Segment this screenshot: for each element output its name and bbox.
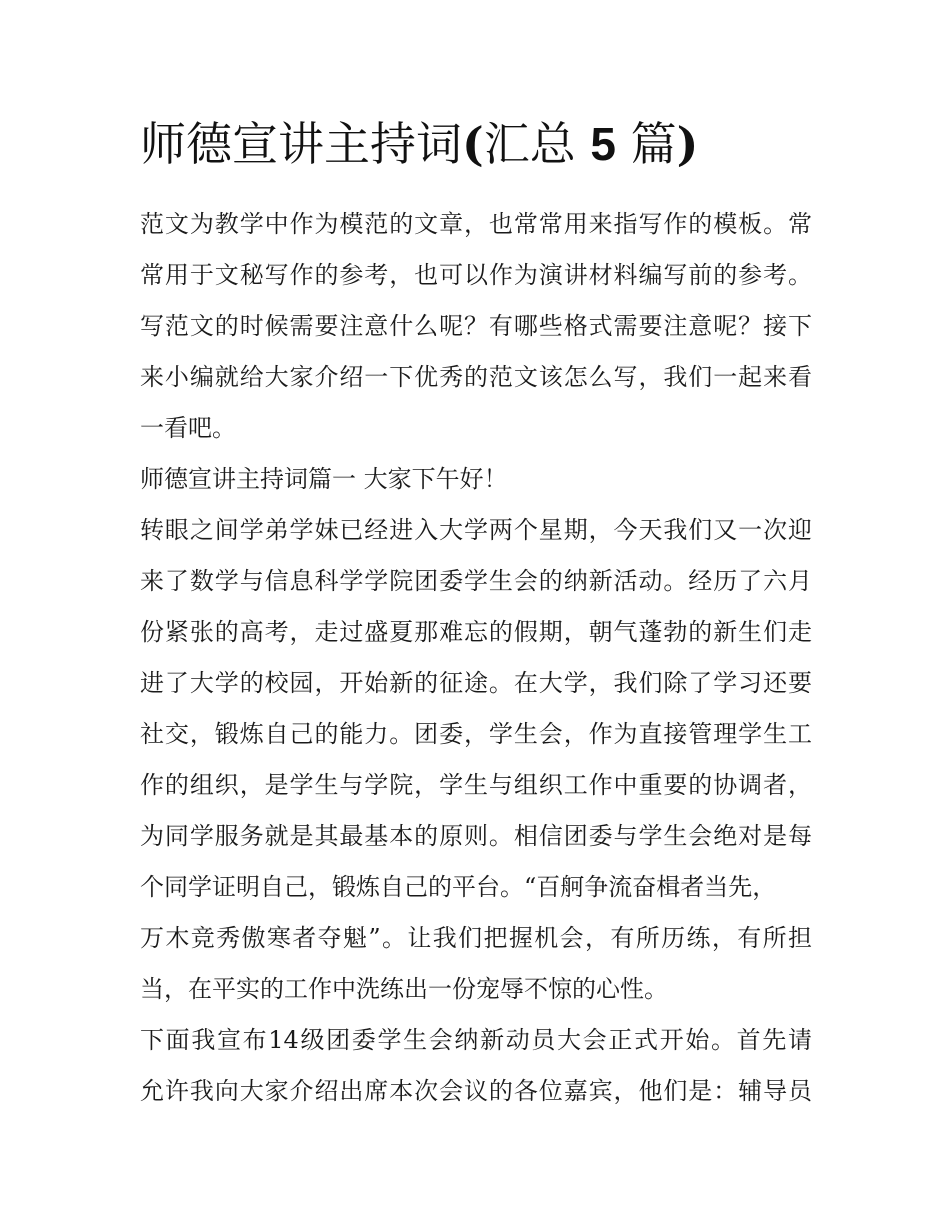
- body-line: 来了数学与信息科学学院团委学生会的纳新活动。经历了六月: [140, 567, 812, 595]
- body-line: 作的组织，是学生与学院，学生与组织工作中重要的协调者，: [140, 771, 812, 799]
- title-mid-text: 汇总: [483, 117, 576, 171]
- body-line: 个同学证明自己，锻炼自己的平台。“百舸争流奋楫者当先，: [140, 873, 777, 901]
- body-line: 下面我宣布14级团委学生会纳新动员大会正式开始。首先请: [140, 1026, 812, 1054]
- body-line: 转眼之间学弟学妹已经进入大学两个星期，今天我们又一次迎: [140, 516, 812, 544]
- body-line: 社交，锻炼自己的能力。团委，学生会，作为直接管理学生工: [140, 720, 812, 748]
- body-line: 为同学服务就是其最基本的原则。相信团委与学生会绝对是每: [140, 822, 812, 850]
- title-close-paren: ): [676, 117, 699, 171]
- body-line: 万木竞秀傲寒者夺魁”。让我们把握机会，有所历练，有所担: [140, 924, 812, 952]
- section-heading-line: 师德宣讲主持词篇一 大家下午好！: [140, 465, 508, 493]
- document-body: [140, 199, 812, 1117]
- body-line: 份紧张的高考，走过盛夏那难忘的假期，朝气蓬勃的新生们走: [140, 618, 812, 646]
- body-line: 常用于文秘写作的参考，也可以作为演讲材料编写前的参考。: [140, 261, 812, 289]
- body-line: 进了大学的校园，开始新的征途。在大学，我们除了学习还要: [140, 669, 812, 697]
- body-line: 来小编就给大家介绍一下优秀的范文该怎么写，我们一起来看: [140, 363, 812, 391]
- body-line: 一看吧。: [140, 414, 236, 442]
- body-line: 写范文的时候需要注意什么呢？有哪些格式需要注意呢？接下: [140, 312, 812, 340]
- title-end-text: 篇: [630, 117, 677, 171]
- body-line: 范文为教学中作为模范的文章，也常常用来指写作的模板。常: [140, 210, 812, 238]
- title-text: 师德宣讲主持词: [140, 117, 462, 171]
- document-title: [140, 112, 840, 176]
- body-line: 允许我向大家介绍出席本次会议的各位嘉宾，他们是：辅导员: [140, 1077, 812, 1105]
- title-open-paren: (: [462, 117, 484, 171]
- title-count: 5: [590, 118, 616, 170]
- body-line: 当，在平实的工作中洗练出一份宠辱不惊的心性。: [140, 975, 668, 1003]
